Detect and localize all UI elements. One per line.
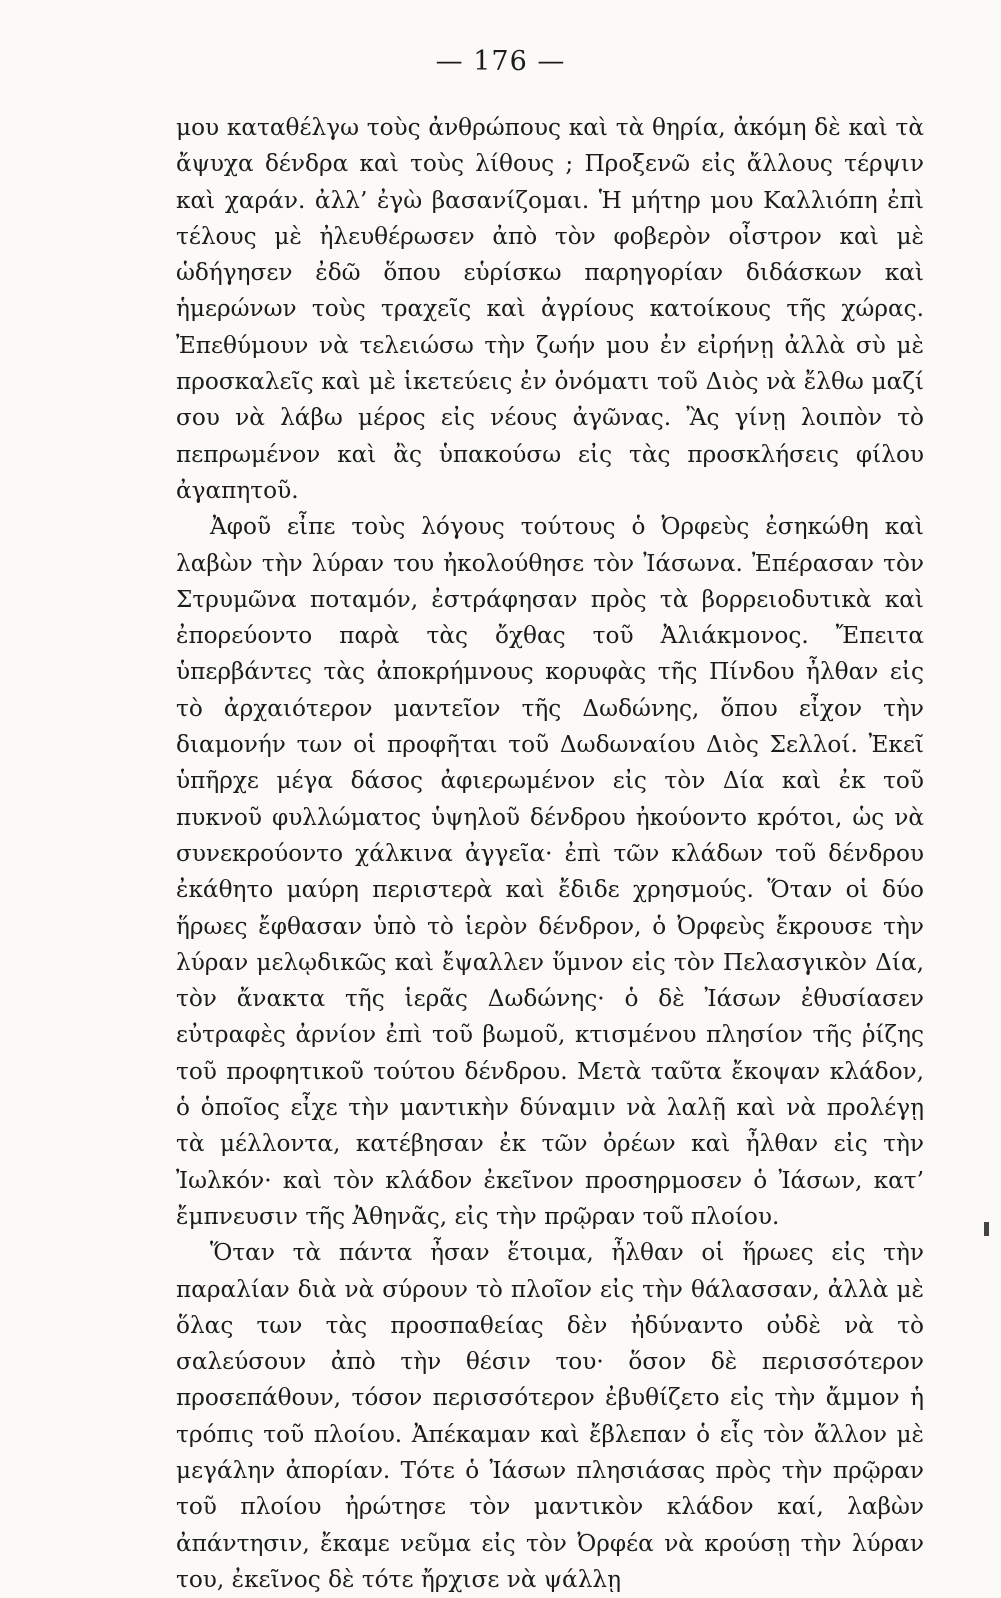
margin-mark xyxy=(984,1222,989,1236)
paragraph-1: μου καταθέλγω τοὺς ἀνθρώπους καὶ τὰ θηρία, ἀκόμη δὲ καὶ τὰ ἄψυχα δένδρα καὶ τοὺς λίθους ; Προξενῶ εἰς ἄλλους τέρψιν καὶ χαράν. ἀλλ’ ἐγὼ βασανίζομαι. Ἡ μήτηρ μου Καλλιόπη ἐπὶ τέλους μὲ ἠλευθέρωσεν ἀπὸ τὸν φοβερὸν οἶστρον καὶ μὲ ὡδήγησεν ἐδῶ ὅπου εὑρίσκω παρηγορίαν διδάσκων καὶ ἡμερώνων τοὺς τραχεῖς καὶ ἀγρίους κατοίκους τῆς χώρας. Ἐπεθύμουν νὰ τελειώσω τὴν ζωήν μου ἐν εἰρήνῃ ἀλλὰ σὺ μὲ προσκαλεῖς καὶ μὲ ἱκετεύεις ἐν ὀνόματι τοῦ Διὸς νὰ ἔλθω μαζί σου νὰ λάβω μέρος εἰς νέους ἀγῶνας. Ἂς γίνῃ λοιπὸν τὸ πεπρωμένον καὶ ἂς ὑπακούσω εἰς τὰς προσκλήσεις φίλου ἀγαπητοῦ. xyxy=(176,114,924,504)
page-number: — 176 — xyxy=(435,46,566,77)
body-text xyxy=(176,110,924,1598)
paragraph-3: Ὅταν τὰ πάντα ἦσαν ἕτοιμα, ἦλθαν οἱ ἥρωες εἰς τὴν παραλίαν διὰ νὰ σύρουν τὸ πλοῖον εἰς τὴν θάλασσαν, ἀλλὰ μὲ ὅλας των τὰς προσπαθείας δὲν ἠδύναντο οὐδὲ νὰ τὸ σαλεύσουν ἀπὸ τὴν θέσιν του· ὅσον δὲ περισσότερον προσεπάθουν, τόσον περισσότερον ἐβυθίζετο εἰς τὴν ἄμμον ἡ τρόπις τοῦ πλοίου. Ἀπέκαμαν καὶ ἔβλεπαν ὁ εἷς τὸν ἄλλον μὲ μεγάλην ἀπορίαν. Τότε ὁ Ἰάσων πλησιάσας πρὸς τὴν πρῷραν τοῦ πλοίου ἠρώτησε τὸν μαντικὸν κλάδον καί, λαβὼν ἀπάντησιν, ἔκαμε νεῦμα εἰς τὸν Ὀρφέα νὰ κρούσῃ τὴν λύραν του, ἐκεῖνος δὲ τότε ἤρχισε νὰ ψάλλῃ xyxy=(176,1239,924,1593)
paragraph-2: Ἀφοῦ εἶπε τοὺς λόγους τούτους ὁ Ὀρφεὺς ἐσηκώθη καὶ λαβὼν τὴν λύραν του ἠκολούθησε τὸν Ἰάσωνα. Ἐπέρασαν τὸν Στρυμῶνα ποταμόν, ἐστράφησαν πρὸς τὰ βορρειοδυτικὰ καὶ ἐπορεύοντο παρὰ τὰς ὄχθας τοῦ Ἀλιάκμονος. Ἔπειτα ὑπερβάντες τὰς ἀποκρήμνους κορυφὰς τῆς Πίνδου ἦλθαν εἰς τὸ ἀρχαιότερον μαντεῖον τῆς Δωδώνης, ὅπου εἶχον τὴν διαμονήν των οἱ προφῆται τοῦ Δωδωναίου Διὸς Σελλοί. Ἐκεῖ ὑπῆρχε μέγα δάσος ἀφιερωμένον εἰς τὸν Δία καὶ ἐκ τοῦ πυκνοῦ φυλλώματος ὑψηλοῦ δένδρου ἠκούοντο κρότοι, ὡς νὰ συνεκρούοντο χάλκινα ἀγγεῖα· ἐπὶ τῶν κλάδων τοῦ δένδρου ἐκάθητο μαύρη περιστερὰ καὶ ἔδιδε χρησμούς. Ὅταν οἱ δύο ἥρωες ἔφθασαν ὑπὸ τὸ ἱερὸν δένδρον, ὁ Ὀρφεὺς ἔκρουσε τὴν λύραν μελῳδικῶς καὶ ἔψαλλεν ὕμνον εἰς τὸν Πελασγικὸν Δία, τὸν ἄνακτα τῆς ἱερᾶς Δωδώνης· ὁ δὲ Ἰάσων ἐθυσίασεν εὐτραφὲς ἀρνίον ἐπὶ τοῦ βωμοῦ, κτισμένου πλησίον τῆς ῥίζης τοῦ προφητικοῦ τούτου δένδρου. Μετὰ ταῦτα ἔκοψαν κλάδον, ὁ ὁποῖος εἶχε τὴν μαντικὴν δύναμιν νὰ λαλῇ καὶ νὰ προλέγῃ τὰ μέλλοντα, κατέβησαν ἐκ τῶν ὀρέων καὶ ἦλθαν εἰς τὴν Ἰωλκόν· καὶ τὸν κλάδον ἐκεῖνον προσηρμοσεν ὁ Ἰάσων, κατ’ ἔμπνευσιν τῆς Ἀθηνᾶς, εἰς τὴν πρῷραν τοῦ πλοίου. xyxy=(176,513,924,1230)
